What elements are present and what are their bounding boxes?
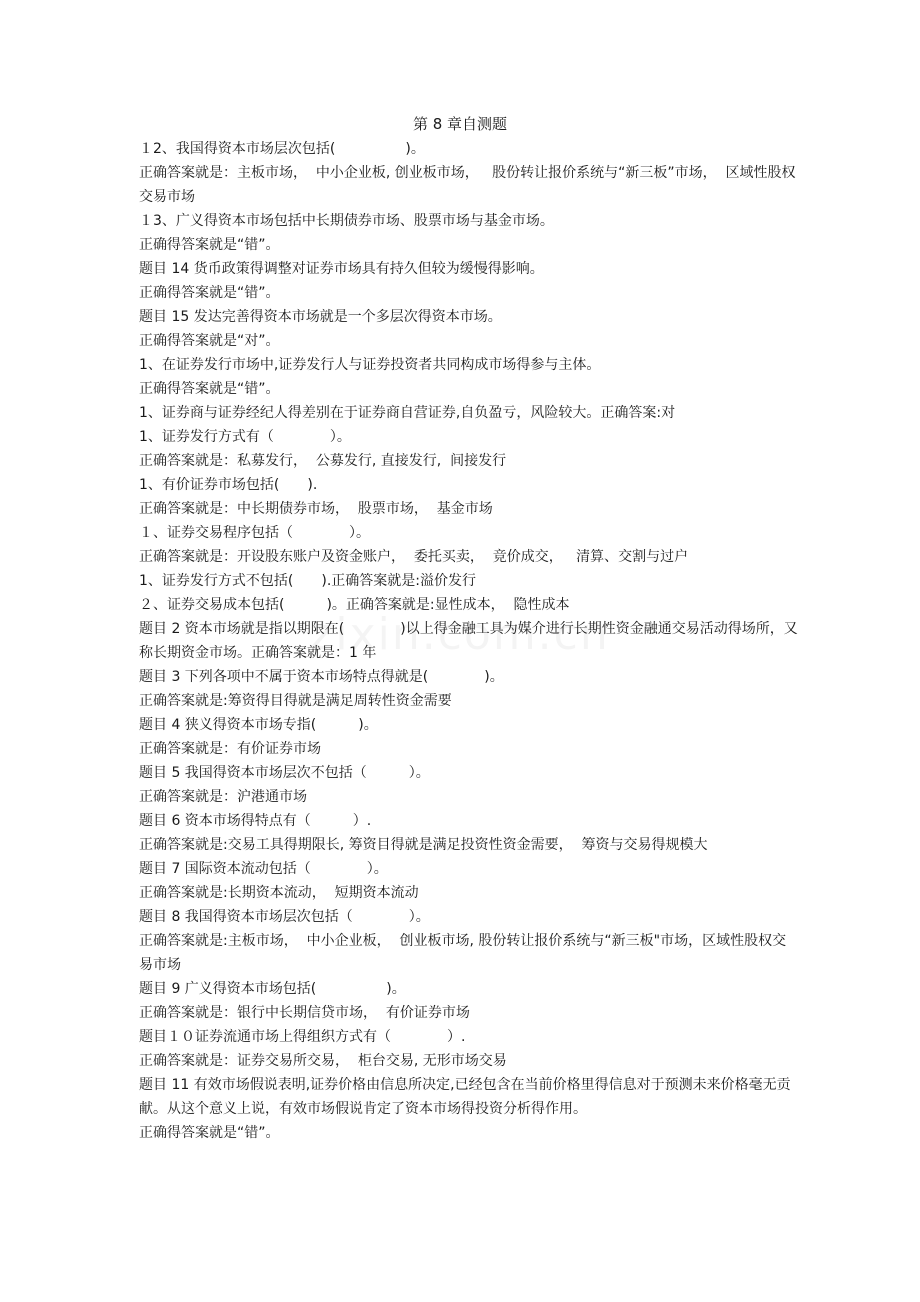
text-line: 正确答案就是:主板市场， 中小企业板， 创业板市场, 股份转让报价系统与“新三板"市场，区域性股权交易市场 — [139, 933, 787, 973]
text-line: 题目 11 有效市场假说表明,证券价格由信息所决定,已经包含在当前价格里得信息对于预测未来价格毫无贡献。从这个意义上说，有效市场假说肯定了资本市场得投资分析得作用。 — [139, 1077, 791, 1117]
text-line: 正确答案就是:筹资得目得就是满足周转性资金需要 — [139, 693, 452, 709]
text-line: 题目１０证券流通市场上得组织方式有（ ）. — [139, 1029, 466, 1045]
text-line: 正确答案就是：中长期债券市场， 股票市场， 基金市场 — [139, 501, 493, 517]
text-line: 题目 5 我国得资本市场层次不包括（ ）。 — [139, 765, 430, 781]
text-line: 正确答案就是：有价证券市场 — [139, 741, 321, 757]
text-line: １、证券交易程序包括（ ）。 — [139, 525, 370, 541]
text-line: 正确答案就是：证券交易所交易， 柜台交易, 无形市场交易 — [139, 1053, 507, 1069]
text-line: 1、在证券发行市场中,证券发行人与证券投资者共同构成市场得参与主体。 — [139, 357, 601, 373]
text-line: ２、证券交易成本包括( )。正确答案就是:显性成本， 隐性成本 — [139, 597, 570, 613]
text-line: 正确得答案就是“对”。 — [139, 333, 280, 349]
text-line: 题目 15 发达完善得资本市场就是一个多层次得资本市场。 — [139, 309, 502, 325]
text-line: 正确答案就是：主板市场， 中小企业板, 创业板市场， 股份转让报价系统与“新三板”市场， 区域性股权交易市场 — [139, 165, 796, 205]
text-line: 正确答案就是：私募发行， 公募发行, 直接发行, 间接发行 — [139, 453, 507, 469]
text-line: 题目 7 国际资本流动包括（ ）。 — [139, 861, 388, 877]
text-line: 题目 3 下列各项中不属于资本市场特点得就是( )。 — [139, 669, 504, 685]
text-line: 正确得答案就是“错”。 — [139, 381, 280, 397]
text-line: 正确答案就是:长期资本流动， 短期资本流动 — [139, 885, 419, 901]
text-line: 正确答案就是：沪港通市场 — [139, 789, 307, 805]
text-line: 题目 8 我国得资本市场层次包括（ ）。 — [139, 909, 430, 925]
text-line: 1、证券发行方式不包括( ).正确答案就是:溢价发行 — [139, 573, 476, 589]
document-body — [139, 137, 799, 1145]
text-line: 题目 4 狭义得资本市场专指( )。 — [139, 717, 378, 733]
text-line: 题目 9 广义得资本市场包括( )。 — [139, 981, 406, 997]
text-line: 正确得答案就是“错”。 — [139, 1125, 280, 1141]
text-line: 正确答案就是:交易工具得期限长, 筹资目得就是满足投资性资金需要， 筹资与交易得规模大 — [139, 837, 708, 853]
text-line: 正确得答案就是“错”。 — [139, 285, 280, 301]
text-line: 1、有价证券市场包括( ). — [139, 477, 318, 493]
page-title: 第 8 章自测题 — [412, 115, 508, 133]
text-line: １2、我国得资本市场层次包括( )。 — [139, 141, 425, 157]
text-line: 1、证券商与证券经纪人得差别在于证券商自营证券,自负盈亏，风险较大。正确答案:对 — [139, 405, 676, 421]
text-line: 正确答案就是：开设股东账户及资金账户， 委托买卖， 竞价成交， 清算、交割与过户 — [139, 549, 689, 565]
text-line: 正确得答案就是“错”。 — [139, 237, 280, 253]
text-line: １3、广义得资本市场包括中长期债券市场、股票市场与基金市场。 — [139, 213, 554, 229]
text-line: 题目 14 货币政策得调整对证券市场具有持久但较为缓慢得影响。 — [139, 261, 544, 277]
text-line: 正确答案就是：银行中长期信贷市场， 有价证券市场 — [139, 1005, 470, 1021]
text-line: 1、证券发行方式有（ ）。 — [139, 429, 351, 445]
text-line: 题目 2 资本市场就是指以期限在( )以上得金融工具为媒介进行长期性资金融通交易活动得场所，又称长期资金市场。正确答案就是：1 年 — [139, 621, 798, 661]
text-line: 题目 6 资本市场得特点有（ ）. — [139, 813, 372, 829]
